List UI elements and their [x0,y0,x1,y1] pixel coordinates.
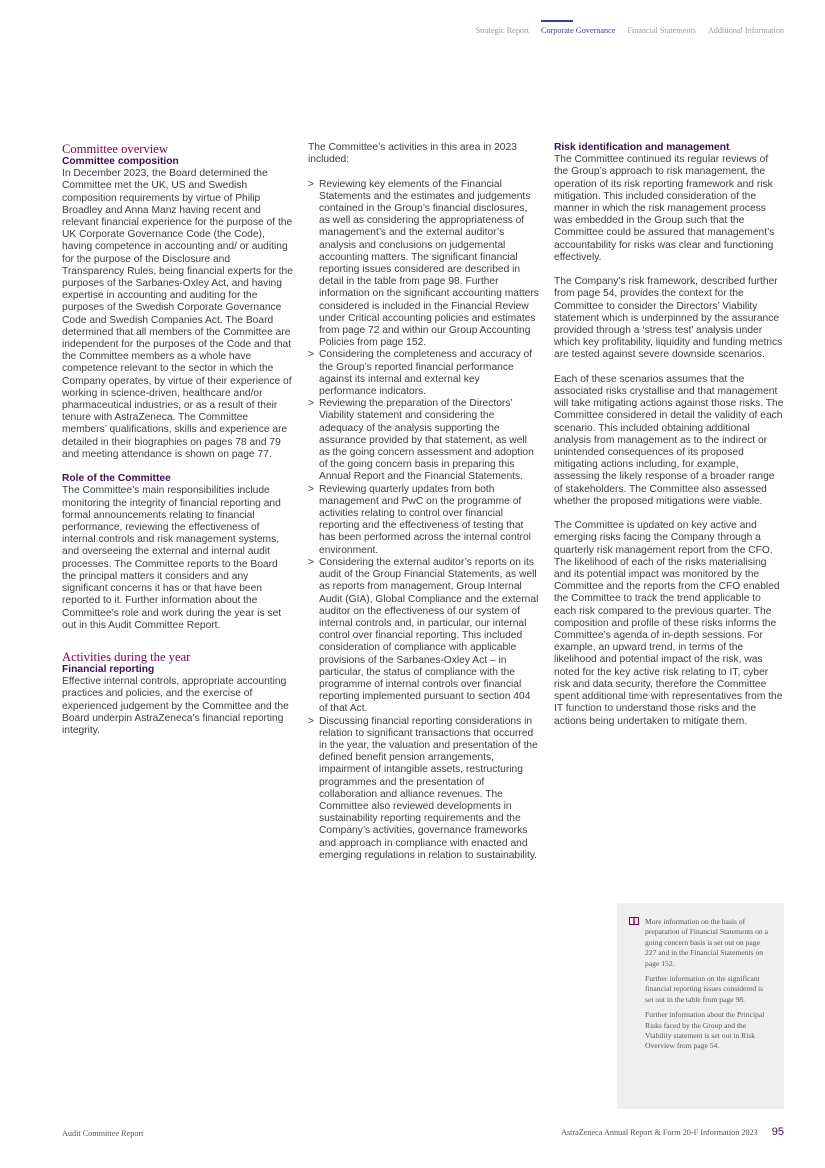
more-information-box [617,903,784,1109]
column-2 [308,142,540,862]
footer-section-title: Audit Committee Report [62,1129,144,1138]
activities-heading: Activities during the year [62,649,191,664]
list-item: > Reviewing the preparation of the Directors’ Viability statement and considering the adequacy of the analysis supporting the assurance provided by that statement, as well as the going concern assessment and adoption of the going concern basis in preparing this Annual Report and the Financial Statements. [308,398,540,483]
nav-financial-statements[interactable]: Financial Statements [627,26,696,35]
more-information-text [645,917,773,1057]
page-number: 95 [771,1126,784,1138]
financial-reporting-text: Effective internal controls, appropriate accounting practices and policies, and the exercise of experienced judgement by the Committee and the Board underpin AstraZeneca’s financial reporting integrity. [62,676,289,736]
risk-paragraph-1: The Committee continued its regular reviews of the Group’s approach to risk management, the operation of its risk reporting framework and risk mitigation. This included consideration of the manner in which the risk management process was embedded in the Group such that the Committee could be assured that management’s accountability for risks was clear and functioning effectively. [554,154,775,263]
list-item: > Considering the completeness and accuracy of the Group’s reported financial performance against its internal and external key performance indicators. [308,349,540,398]
info-item: Further information about the Principal Risks faced by the Group and the Viability statement is set out in Risk Overview from page 54. [645,1010,765,1051]
info-item: Further information on the significant financial reporting issues considered is set out in the table from page 98. [645,974,764,1004]
column-3 [554,142,784,728]
list-item: > Discussing financial reporting considerations in relation to significant transactions that occurred in the year, the valuation and presentation of the defined benefit pension arrangements, impairment of intangible assets, restructuring programmes and the presentation of collaboration and alliance revenues. The Committee also reviewed developments in sustainability reporting requirements and the Company’s activities, governance frameworks and approach in compliance with enacted and emerging regulations in relation to sustainability. [308,716,540,862]
list-item: > Reviewing quarterly updates from both management and PwC on the programme of activities relating to control over financial reporting and the effectiveness of testing that has been performed across the internal control environment. [308,484,540,557]
financial-reporting-subheading: Financial reporting [62,663,155,675]
committee-overview-heading: Committee overview [62,142,168,156]
book-icon [629,917,639,925]
top-navigation [476,20,784,35]
committee-composition-subheading: Committee composition [62,156,179,167]
activities-list [308,179,540,862]
list-item: > Considering the external auditor’s reports on its audit of the Group Financial Statements, as well as reports from management, Group Internal Audit (GIA), Global Compliance and the external auditor on the effectiveness of our system of internal controls and, in particular, our internal control over financial reporting. This included consideration of compliance with applicable provisions of the Sarbanes-Oxley Act – in particular, the status of compliance with the programme of internal controls over financial reporting implemented pursuant to section 404 of that Act. [308,557,540,716]
committee-composition-text: In December 2023, the Board determined the Committee met the UK, US and Swedish composition requirements by virtue of Philip Broadley and Anna Manz having recent and relevant financial experience for the purpose of the UK Corporate Governance Code (the Code), having competence in accounting and/ or auditing for the purpose of the Disclosure and Transparency Rules, being financial experts for the purposes of the Sarbanes-Oxley Act, and having expertise in accounting and auditing for the purposes of the Swedish Corporate Governance Code and Swedish Companies Act. The Board determined that all members of the Committee are independent for the purposes of the Code and that the Committee members as a whole have competence relevant to the sector in which the Company operates, by virtue of their experience of working in science-driven, healthcare and/or pharmaceutical industries, or as a result of their tenure with AstraZeneca. The Committee members’ qualifications, skills and experience are detailed in their biographies on pages 78 and 79 and meeting attendance is shown on page 77. [62,168,293,460]
column-1 [62,142,294,737]
risk-paragraph-4: The Committee is updated on key active and emerging risks facing the Company through a quarterly risk management report from the CFO. The likelihood of each of the risks materialising and its potential impact was monitored by the Committee and the reports from the CFO enabled the Committee to track the trend applicable to each risk compared to the previous quarter. The composition and profile of these risks informs the Committee’s agenda of in-depth sessions. For example, an upward trend, in terms of the likelihood and potential impact of the risk, was noted for the key active risk relating to IT, cyber risk and data security, therefore the Committee spent additional time with representatives from the IT function to understand those risks and the actions being undertaken to mitigate them. [554,520,783,727]
risk-paragraph-2: The Company’s risk framework, described further from page 54, provides the context for the Committee to consider the Directors’ Viability statement which is underpinned by the assurance provided through a ‘stress test’ analysis under which key profitability, liquidity and funding metrics are tested against severe downside scenarios. [554,276,783,361]
nav-strategic-report[interactable]: Strategic Report [475,26,530,35]
role-of-committee-text: The Committee’s main responsibilities include monitoring the integrity of financial reporting and formal announcements relating to financial performance, reviewing the effectiveness of internal controls and risk management systems, and overseeing the external and internal audit processes. The Committee reports to the Board the principal matters it considers and any significant concerns it has or that have been reported to it. Further information about the Committee’s role and work during the year is set out in this Audit Committee Report. [62,485,282,631]
risk-paragraph-3: Each of these scenarios assumes that the associated risks crystallise and that management will take mitigating actions against those risks. The Committee considered in detail the validity of each scenario. This included obtaining additional analysis from management as to the indirect or unintended consequences of its proposed mitigating actions including, for example, assessing the likely response of a broader range of stakeholders. The Committee also assessed whether the proposed mitigations were viable. [554,373,784,507]
nav-corporate-governance[interactable]: Corporate Governance [541,20,615,35]
list-item: > Reviewing key elements of the Financial Statements and the estimates and judgements contained in the Group’s financial disclosures, as well as considering the appropriateness of management’s and the external auditor’s analysis and conclusions on judgemental accounting matters. The significant financial reporting issues considered are described in detail in the table from page 98. Further information on the significant accounting matters considered is included in the Financial Review under Critical accounting policies and estimates from page 72 and within our Group Accounting Policies from page 152. [308,179,540,350]
nav-additional-information[interactable]: Additional Information [707,26,784,35]
footer-right [561,1126,784,1138]
role-of-committee-subheading: Role of the Committee [62,473,171,485]
info-item: More information on the basis of preparation of Financial Statements on a going concern basis is set out on page 227 and in the Financial Statements on page 152. [645,917,768,968]
activities-intro: The Committee’s activities in this area in 2023 included: [308,142,517,166]
footer-report-title: AstraZeneca Annual Report & Form 20-F Information 2023 [561,1128,758,1137]
risk-identification-subheading: Risk identification and management [554,142,730,153]
